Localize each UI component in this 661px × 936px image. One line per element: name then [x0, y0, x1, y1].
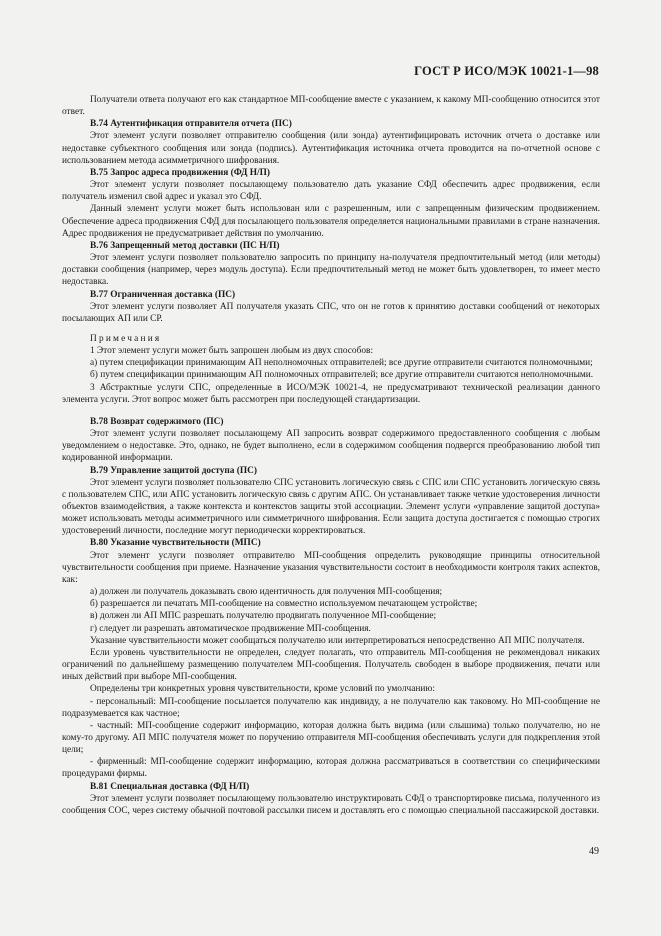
notes-heading: Примечания — [90, 333, 162, 344]
section-heading: В.76 Запрещенный метод доставки (ПС Н/П) — [90, 240, 280, 251]
section-heading: В.77 Ограниченная доставка (ПС) — [90, 289, 236, 300]
paragraph: Если уровень чувствительности не определен, следует полагать, что отправитель МП-сообщения не рекомендовал никаких ограничений по дальнейшему размещению получателем МП-сообщения. Получатель свободен в выборе продвижения, печати или иных действий при выборе МП-сообщения. — [62, 647, 600, 683]
section-heading: В.74 Аутентификация отправителя отчета (ПС) — [90, 119, 292, 130]
paragraph: Данный элемент услуги может быть использован или с разрешенным, или с запрещенным физическим продвижением. Обеспечение адреса продвижения СФД для посылающего пользователя определяется национальными правилами в стране назначения. Адрес продвижения не предусматривает действия по умолчанию. — [62, 204, 600, 239]
paragraph: б) разрешается ли печатать МП-сообщение на совместно используемом печатающем устройстве; — [90, 599, 478, 610]
paragraph: Указание чувствительности может сообщаться получателю или интерпретироваться непосредственно АП МПС получателя. — [90, 635, 585, 646]
paragraph: 1 Этот элемент услуги может быть запрошен любым из двух способов: — [90, 346, 374, 357]
paragraph: в) должен ли АП МПС разрешать получателю продвигать полученное МП-сообщение; — [90, 611, 437, 622]
paragraph: Этот элемент услуги позволяет посылающему АП запросить возврат содержимого предоставленного сообщения с любым уведомлением о недоставке. Это, однако, не будет выполнено, если в содержимом сообщения подвергся преобразованию любой тип кодированной информации. — [62, 429, 600, 464]
spacer — [62, 406, 600, 416]
paragraph: - персональный: МП-сообщение посылается получателю как индивиду, а не получателю как таковому. Но МП-сообщение не подразумевается как частное; — [62, 696, 600, 719]
paragraph: Этот элемент услуги позволяет пользователю СПС установить логическую связь с СПС или СПС установить логическую связь с пользователем СПС, или АПС установить логическую связь с другим АПС. Он устанавливает также четкие удостоверения личности объектов взаимодействия, а также контекста и контекстов защиты этой ассоциации. Элемент услуги «управление защитой доступа» может использовать методы асимметричного или симметричного шифрования. Если защита доступа достигается с помощью строгих удостоверений личности, последние могут периодически корректироваться. — [62, 477, 600, 537]
paragraph: Получатели ответа получают его как стандартное МП-сообщение вместе с указанием, к какому МП-сообщению относится этот ответ. — [62, 95, 600, 118]
paragraph: Определены три конкретных уровня чувствительности, кроме условий по умолчанию: — [90, 684, 435, 695]
paragraph: а) должен ли получатель доказывать свою идентичность для получения МП-сообщения; — [90, 587, 443, 598]
section-heading: В.75 Запрос адреса продвижения (ФД Н/П) — [90, 167, 271, 178]
section-heading: В.78 Возврат содержимого (ПС) — [90, 416, 224, 427]
paragraph: б) путем спецификации принимающим АП полномочных отправителей; все другие отправители считаются неполномочными. — [90, 370, 594, 381]
paragraph: Этот элемент услуги позволяет отправителю сообщения (или зонда) аутентифицировать источник отчета о доставке или недоставке субъектного сообщения или зонда (подпись). Аутентификация источника отчета проводится на по-отчетной основе с использованием метода асимметричного шифрования. — [62, 131, 600, 166]
section-heading: В.80 Указание чувствительности (МПС) — [90, 538, 261, 549]
paragraph: Этот элемент услуги позволяет посылающему пользователю инструктировать СФД о транспортировке письма, полученного из сообщения СОС, через систему обычной почтовой рассылки писем и доставлять его с помощью специальной пассажирской доставки. — [62, 793, 600, 816]
paragraph: Этот элемент услуги позволяет отправителю МП-сообщения определить руководящие принципы относительной чувствительности сообщения при приеме. Назначение указания чувствительности состоит в необходимости контроля таких аспектов, как: — [62, 550, 600, 585]
page-header-title: ГОСТ Р ИСО/МЭК 10021-1—98 — [414, 64, 599, 78]
page-number: 49 — [589, 846, 599, 857]
section-heading: В.81 Специальная доставка (ФД Н/П) — [90, 781, 250, 792]
paragraph: - фирменный: МП-сообщение содержит информацию, которая должна рассматриваться в соответствии со специфическими процедурами фирмы. — [62, 757, 600, 780]
section-heading: В.79 Управление защитой доступа (ПС) — [90, 465, 258, 476]
spacer — [62, 325, 600, 333]
paragraph: г) следует ли разрешать автоматическое продвижение МП-сообщения. — [90, 623, 371, 634]
paragraph: 3 Абстрактные услуги СПС, определенные в ИСО/МЭК 10021-4, не предусматривают технической реализации данного элемента услуги. Этот вопрос может быть рассмотрен при последующей стандартизации. — [62, 382, 600, 405]
paragraph: Этот элемент услуги позволяет АП получателя указать СПС, что он не готов к принятию доставки сообщений от некоторых посылающих АП или СР. — [62, 301, 600, 324]
paragraph: - частный: МП-сообщение содержит информацию, которая должна быть видима (или слышима) только получателю, но не кому-то другому. АП МПС получателя может по поручению отправителя МП-сообщения обеспечивать услуги для подкрепления этой цели; — [62, 720, 600, 756]
paragraph: Этот элемент услуги позволяет пользователю запросить по принципу на-получателя предпочтительный метод (или методы) доставки сообщения (например, через модуль доступа). Если предпочтительный метод не может быть удовлетворен, то имеет место недоставка. — [62, 253, 600, 288]
paragraph: Этот элемент услуги позволяет посылающему пользователю дать указание СФД обеспечить адрес продвижения, если получатель изменил свой адрес и указал это СФД. — [62, 180, 600, 203]
document-body — [62, 94, 600, 817]
paragraph: а) путем спецификации принимающим АП неполномочных отправителей; все другие отправители считаются полномочными; — [90, 358, 593, 369]
